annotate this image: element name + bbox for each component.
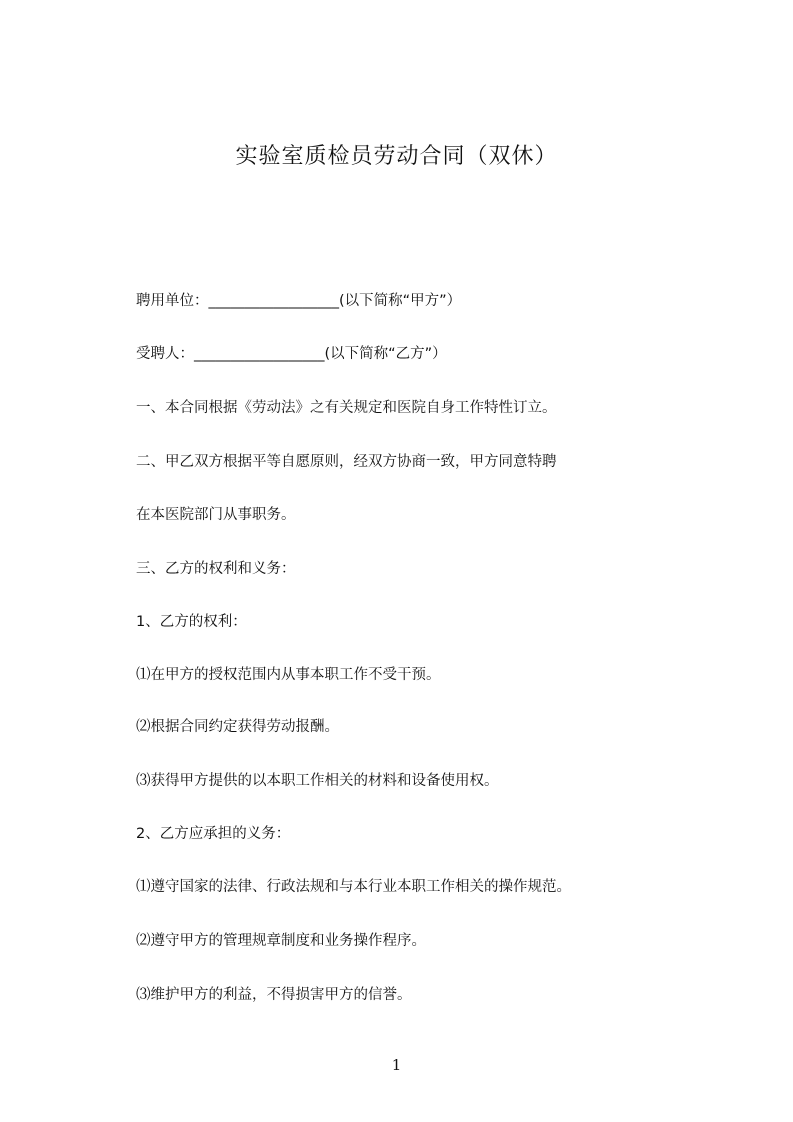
right-item-3: ⑶获得甲方提供的以本职工作相关的材料和设备使用权。 [136, 773, 499, 789]
clause-2-continued: 在本医院部门从事职务。 [136, 507, 296, 523]
obligation-item-1: ⑴遵守国家的法律、行政法规和与本行业本职工作相关的操作规范。 [136, 879, 571, 895]
clause-2: 二、甲乙双方根据平等自愿原则，经双方协商一致，甲方同意特聘 [136, 454, 557, 470]
obligation-item-2: ⑵遵守甲方的管理规章制度和业务操作程序。 [136, 933, 426, 949]
obligation-item-3: ⑶维护甲方的利益，不得损害甲方的信誉。 [136, 987, 412, 1003]
obligations-heading: 2、乙方应承担的义务： [136, 826, 291, 842]
rights-heading: 1、乙方的权利： [136, 614, 247, 630]
page-number: 1 [391, 1056, 402, 1074]
clause-1: 一、本合同根据《劳动法》之有关规定和医院自身工作特性订立。 [136, 400, 557, 416]
right-item-2: ⑵根据合同约定获得劳动报酬。 [136, 719, 339, 735]
clause-3-heading: 三、乙方的权利和义务： [136, 561, 296, 577]
employee-line: 受聘人：__________________(以下简称“乙方”） [136, 346, 447, 362]
document-title: 实验室质检员劳动合同（双休） [235, 144, 558, 169]
employer-line: 聘用单位：__________________(以下简称“甲方”） [136, 293, 462, 309]
right-item-1: ⑴在甲方的授权范围内从事本职工作不受干预。 [136, 667, 441, 683]
